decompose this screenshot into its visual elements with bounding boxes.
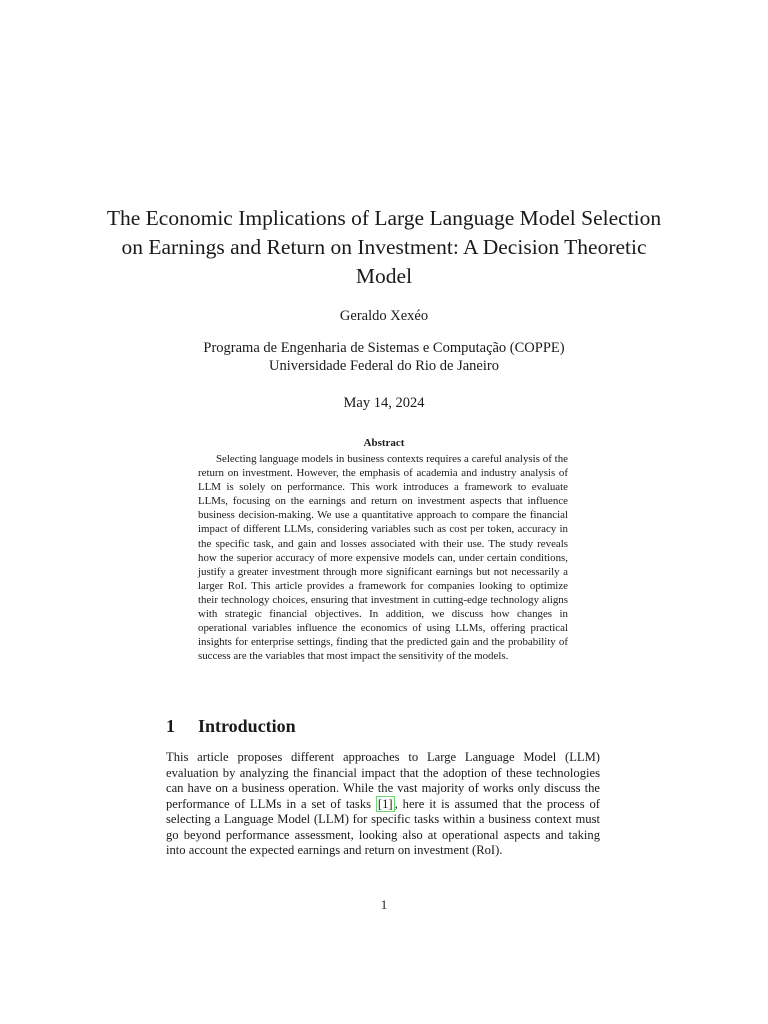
- abstract-heading: Abstract: [363, 437, 405, 449]
- paper-affiliation: [0, 339, 768, 375]
- paper-title: The Economic Implications of Large Language Model Selection on Earnings and Return on Investment: A Decision Theoretic Model: [106, 206, 662, 288]
- abstract-text: Selecting language models in business contexts requires a careful analysis of the return on investment. However, the emphasis of academia and industry analysis of LLM is solely on performance. This work introduces a framework to evaluate LLMs, focusing on the earnings and return on investment aspects that influence business decision-making. We use a quantitative approach to compare the financial impact of different LLMs, considering variables such as cost per token, accuracy in the specific task, and gain and losses associated with their use. The study reveals how the superior accuracy of more expensive models can, under certain conditions, justify a greater investment through more significant earnings but not necessarily a larger RoI. This article provides a framework for companies looking to optimize their technology choices, ensuring that investment in cutting-edge technology aligns with strategic financial objectives. In addition, we discuss how changes in operational variables influence the economics of using LLMs, offering practical insights for enterprise settings, finding that the predicted gain and the probability of success are the variables that most impact the sensitivity of the models.: [198, 453, 568, 663]
- paper-author: Geraldo Xexéo: [339, 308, 429, 324]
- section-heading: [166, 714, 606, 738]
- affiliation-line-1: Programa de Engenharia de Sistemas e Computação (COPPE): [203, 340, 565, 356]
- intro-text-after-citation: , here it is assumed that the process of selecting a Language Model (LLM) for specific tasks within a business context must go beyond performance assessment, looking also at operational aspects and taking into account the expected earnings and return on investment (RoI).: [166, 796, 600, 857]
- paper-date: May 14, 2024: [343, 395, 425, 411]
- section-title: Introduction: [198, 716, 296, 736]
- citation-link[interactable]: [1]: [377, 796, 393, 811]
- section-number: 1: [166, 716, 175, 736]
- page-number: 1: [380, 898, 388, 912]
- intro-text-before-citation: This article proposes different approaches to Large Language Model (LLM) evaluation by analyzing the financial impact that the adoption of these technologies can have on a business operation. While the vast majority of works only discuss the performance of LLMs in a set of tasks: [166, 750, 600, 811]
- affiliation-line-2: Universidade Federal do Rio de Janeiro: [269, 358, 499, 374]
- introduction-paragraph: [166, 750, 600, 859]
